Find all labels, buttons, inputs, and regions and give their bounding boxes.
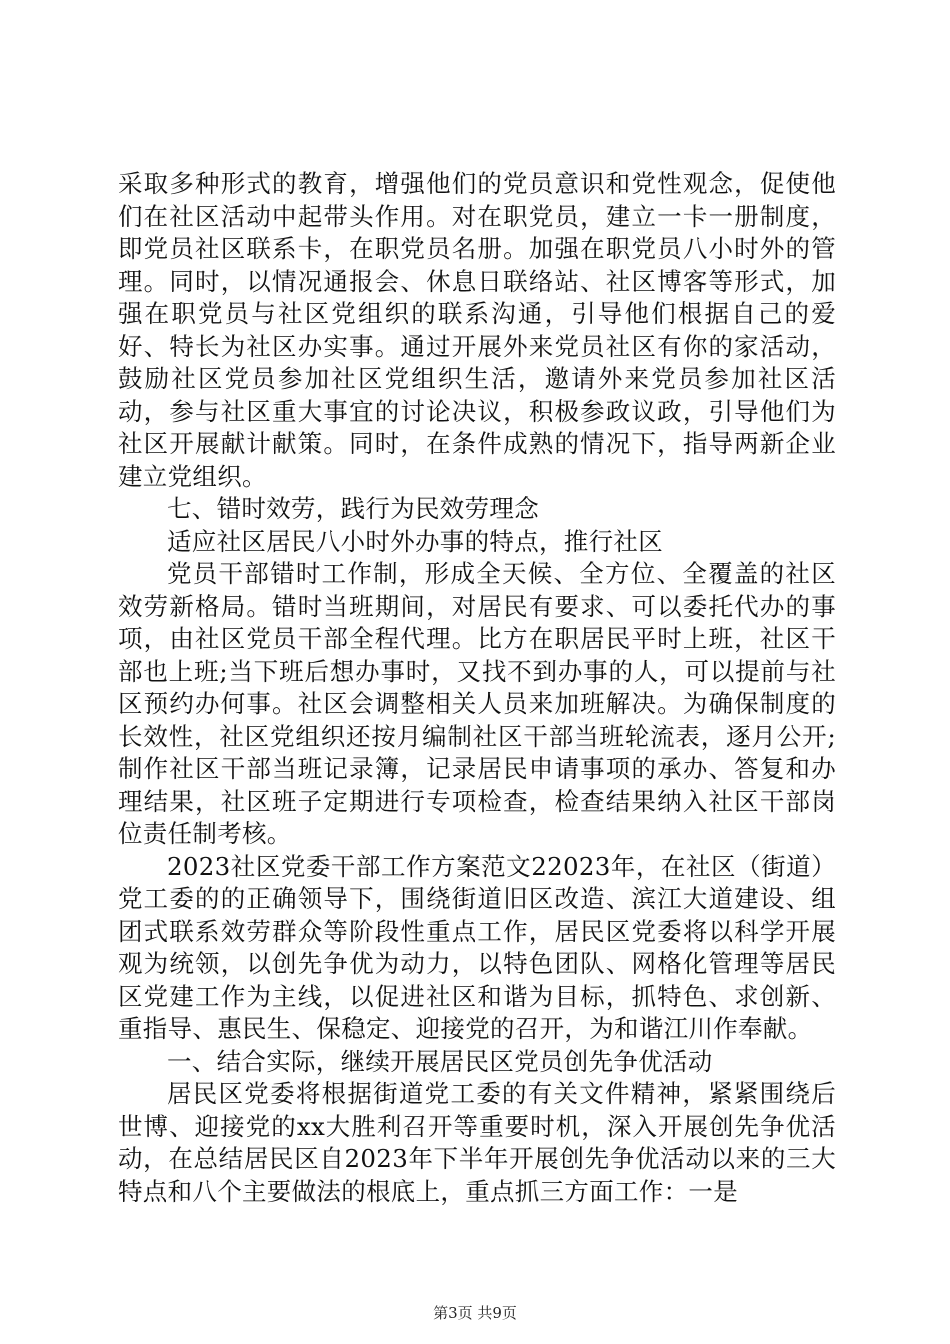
paragraph-excellence-activity: 居民区党委将根据街道党工委的有关文件精神，紧紧围绕后世博、迎接党的xx大胜利召开等重要时机，深入开展创先争优活动，在总结居民区自2023年下半年开展创先争优活动以来的三大特点和八个主要做法的根底上，重点抓三方面工作：一是 [118, 1079, 836, 1206]
document-body [118, 168, 836, 1208]
paragraph-2023-plan-intro: 2023社区党委干部工作方案范文22023年，在社区（街道）党工委的的正确领导下，围绕街道旧区改造、滨江大道建设、组团式联系效劳群众等阶段性重点工作，居民区党委将以科学开展观为统领，以创先争优为动力，以特色团队、网格化管理等居民区党建工作为主线，以促进社区和谐为目标，抓特色、求创新、重指导、惠民生、保稳定、迎接党的召开，为和谐江川作奉献。 [118, 851, 836, 1043]
heading-excellence-activity: 一、结合实际，继续开展居民区党员创先争优活动 [167, 1046, 713, 1076]
paragraph-adapt-residents: 适应社区居民八小时外办事的特点，推行社区 [167, 526, 663, 556]
heading-staggered-service: 七、错时效劳，践行为民效劳理念 [167, 494, 539, 523]
paragraph-staggered-work-system: 党员干部错时工作制，形成全天候、全方位、全覆盖的社区效劳新格局。错时当班期间，对居民有要求、可以委托代办的事项，由社区党员干部全程代理。比方在职居民平时上班，社区干部也上班;当下班后想办事时，又找不到办事的人，可以提前与社区预约办何事。社区会调整相关人员来加班解决。为确保制度的长效性，社区党组织还按月编制社区干部当班轮流表，逐月公开;制作社区干部当班记录簿，记录居民申请事项的承办、答复和办理结果，社区班子定期进行专项检查，检查结果纳入社区干部岗位责任制考核。 [118, 559, 836, 848]
page-number-footer: 第3页 共9页 [433, 1304, 517, 1322]
paragraph-party-member-education: 采取多种形式的教育，增强他们的党员意识和党性观念，促使他们在社区活动中起带头作用。对在职党员，建立一卡一册制度，即党员社区联系卡，在职党员名册。加强在职党员八小时外的管理。同时，以情况通报会、休息日联络站、社区博客等形式，加强在职党员与社区党组织的联系沟通，引导他们根据自己的爱好、特长为社区办实事。通过开展外来党员社区有你的家活动，鼓励社区党员参加社区党组织生活，邀请外来党员参加社区活动，参与社区重大事宜的讨论决议，积极参政议政，引导他们为社区开展献计献策。同时，在条件成熟的情况下，指导两新企业建立党组织。 [118, 169, 836, 491]
